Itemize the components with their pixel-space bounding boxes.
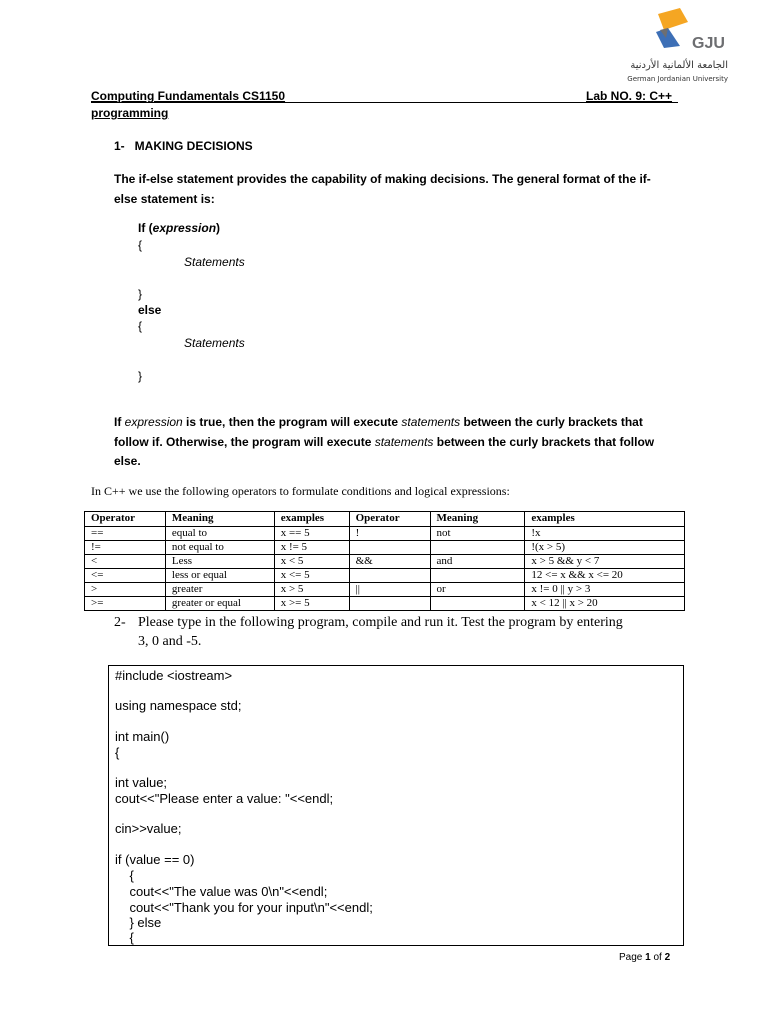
operators-table — [84, 511, 685, 611]
table-row — [85, 569, 685, 583]
lab-subtitle: programming — [91, 106, 169, 120]
lab-number: Lab NO. 9: C++ — [586, 89, 673, 103]
logo-abbr: GJU — [692, 35, 725, 52]
gju-logo — [596, 8, 732, 86]
table-cell: equal to — [165, 527, 274, 541]
code-line: cout<<"The value was 0\n"<<endl; — [115, 884, 328, 899]
table-cell: Less — [165, 555, 274, 569]
code-line: cout<<"Please enter a value: "<<endl; — [115, 791, 334, 806]
table-cell: 12 <= x && x <= 20 — [525, 569, 685, 583]
table-row — [85, 597, 685, 611]
explain-text: between the curly brackets that — [460, 415, 643, 429]
course-title: Computing Fundamentals CS1150 — [91, 89, 286, 103]
header-rule — [91, 102, 678, 103]
table-header: Meaning — [165, 512, 274, 527]
code-line: { — [115, 745, 120, 760]
explain-italic: statements — [374, 434, 434, 449]
code-line: { — [115, 868, 134, 883]
logo-orange-shape — [658, 8, 688, 30]
table-cell: and — [430, 555, 525, 569]
explain-text: If — [114, 415, 125, 429]
intro-line-2: else statement is: — [114, 191, 215, 206]
table-row — [85, 583, 685, 597]
code-line: using namespace std; — [115, 698, 242, 713]
code-line: if (value == 0) — [115, 852, 195, 867]
table-row — [85, 541, 685, 555]
table-cell: x < 5 — [274, 555, 349, 569]
syntax-statements-2: Statements — [184, 336, 245, 350]
table-cell — [430, 541, 525, 555]
table-cell: not — [430, 527, 525, 541]
table-cell — [430, 569, 525, 583]
table-cell — [430, 597, 525, 611]
section-2-number: 2- — [114, 615, 126, 630]
footer-text: Page — [619, 952, 646, 963]
table-cell: || — [349, 583, 430, 597]
code-line: cin>>value; — [115, 821, 182, 836]
table-header: Meaning — [430, 512, 525, 527]
table-cell: greater or equal — [165, 597, 274, 611]
table-cell: x > 5 — [274, 583, 349, 597]
table-cell — [349, 597, 430, 611]
table-cell: x > 5 && y < 7 — [525, 555, 685, 569]
operators-intro: In C++ we use the following operators to formulate conditions and logical expressions: — [91, 484, 510, 498]
explain-line-2 — [114, 433, 678, 453]
explain-italic: statements — [401, 415, 461, 429]
code-line: int value; — [115, 775, 168, 790]
explain-line-1 — [114, 413, 678, 433]
explain-line-3: else. — [114, 454, 141, 468]
explain-text: between the curly brackets that follow — [433, 434, 655, 449]
section-1-explanation — [114, 413, 678, 472]
section-2-line-1: Please type in the following program, compile and run it. Test the program by entering — [138, 615, 623, 630]
code-line: cout<<"Thank you for your input\n"<<endl; — [115, 900, 373, 915]
code-line: #include <iostream> — [115, 668, 233, 683]
table-cell: && — [349, 555, 430, 569]
code-line: int main() — [115, 729, 170, 744]
table-row — [85, 555, 685, 569]
syntax-close-brace: } — [138, 287, 143, 301]
section-2-line-2: 3, 0 and -5. — [138, 634, 202, 649]
table-cell: <= — [85, 569, 166, 583]
code-line: { — [115, 930, 134, 945]
table-cell: == — [85, 527, 166, 541]
page-total: 2 — [664, 952, 671, 963]
syntax-expression: expression — [152, 221, 217, 235]
table-header: Operator — [85, 512, 166, 527]
table-cell: < — [85, 555, 166, 569]
table-header-row — [85, 512, 685, 527]
logo-english-name: German Jordanian University — [627, 75, 728, 83]
page-footer — [619, 952, 670, 963]
explain-text: follow if. Otherwise, the program will execute — [114, 434, 375, 449]
logo-arabic-name: الجامعة الألمانية الأردنية — [630, 60, 728, 71]
explain-italic: expression — [124, 415, 183, 429]
syntax-else: else — [138, 303, 162, 317]
table-cell: >= — [85, 597, 166, 611]
gju-logo-mark-icon — [596, 8, 732, 60]
code-line: } else — [115, 915, 162, 930]
section-1-intro — [114, 170, 678, 209]
table-cell: !(x > 5) — [525, 541, 685, 555]
table-cell: x == 5 — [274, 527, 349, 541]
syntax-statements: Statements — [184, 255, 245, 269]
table-cell — [349, 569, 430, 583]
table-cell: less or equal — [165, 569, 274, 583]
syntax-close-brace-2: } — [138, 369, 143, 383]
table-cell: x <= 5 — [274, 569, 349, 583]
table-cell: x != 0 || y > 3 — [525, 583, 685, 597]
table-cell: not equal to — [165, 541, 274, 555]
section-1-title: 1- MAKING DECISIONS — [114, 139, 253, 153]
syntax-paren: ) — [216, 221, 221, 235]
table-row — [85, 527, 685, 541]
table-cell: ! — [349, 527, 430, 541]
table-cell: x >= 5 — [274, 597, 349, 611]
table-cell: or — [430, 583, 525, 597]
syntax-if — [138, 220, 220, 236]
table-cell: greater — [165, 583, 274, 597]
table-header: examples — [525, 512, 685, 527]
table-cell: !x — [525, 527, 685, 541]
table-cell: != — [85, 541, 166, 555]
footer-text: of — [650, 952, 665, 963]
table-cell — [349, 541, 430, 555]
if-keyword: If ( — [138, 221, 153, 235]
intro-line-1: The if-else statement provides the capability of making decisions. The general format of the if- — [114, 172, 651, 186]
table-header: examples — [274, 512, 349, 527]
explain-text: is true, then the program will execute — [182, 415, 402, 429]
page-number: 1 — [645, 952, 651, 963]
syntax-open-brace-2: { — [138, 319, 143, 333]
table-cell: x != 5 — [274, 541, 349, 555]
logo-blue-shape — [656, 28, 680, 48]
table-header: Operator — [349, 512, 430, 527]
table-cell: x < 12 || x > 20 — [525, 597, 685, 611]
table-cell: > — [85, 583, 166, 597]
syntax-open-brace: { — [138, 238, 143, 252]
code-listing — [108, 665, 684, 946]
